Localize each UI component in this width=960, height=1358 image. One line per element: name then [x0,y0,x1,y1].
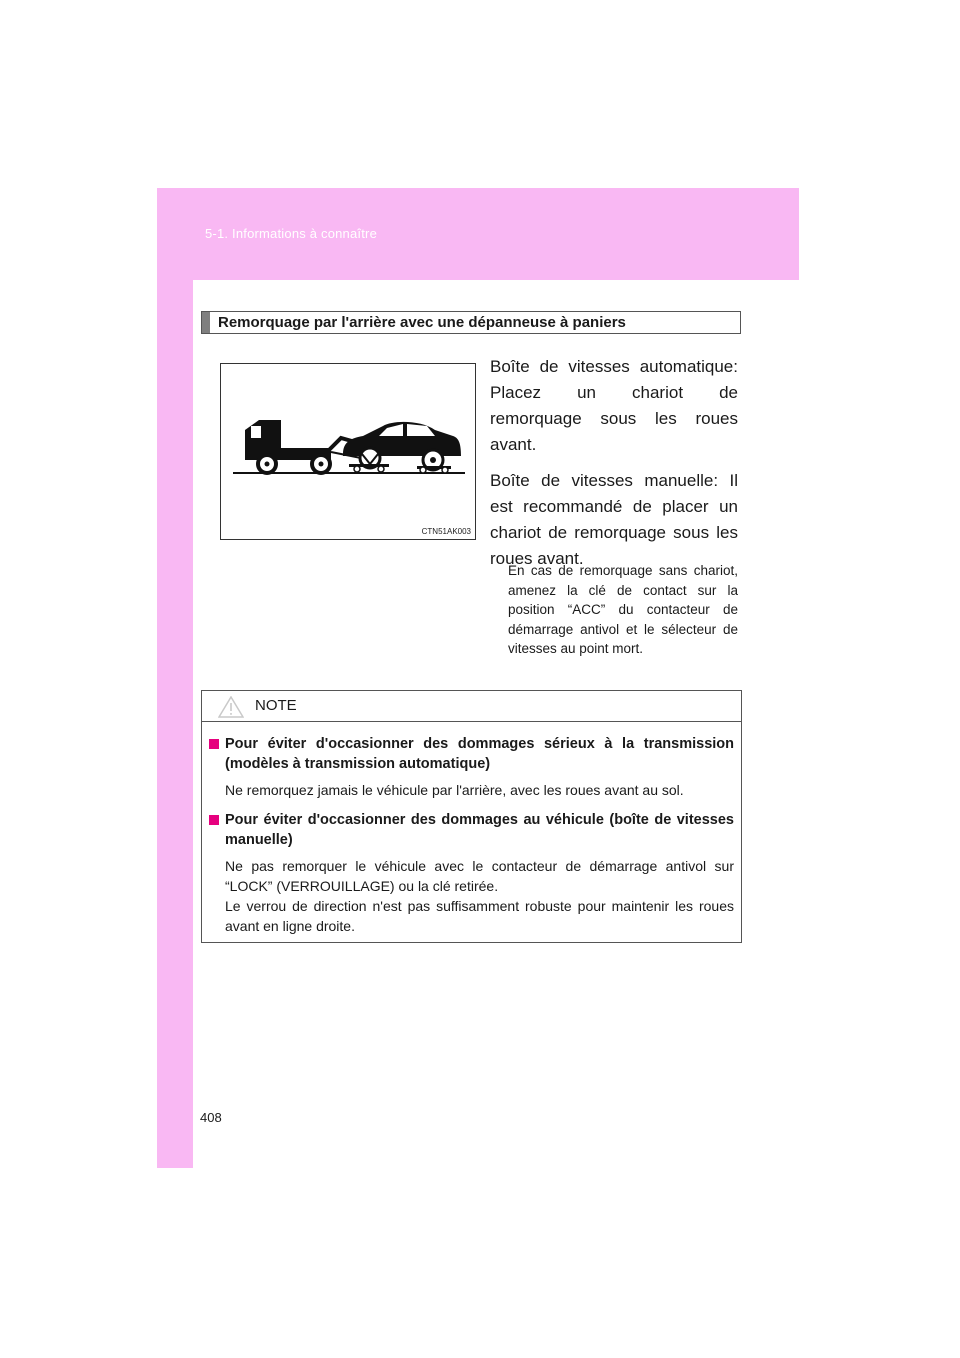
note-item-body-text: Ne pas remorquer le véhicule avec le contacteur de démarrage antivol sur “LOCK” (VERROUILLAGE) ou la clé retirée. [225,858,734,894]
note-item-heading [209,810,734,850]
note-item-body: Ne remorquez jamais le véhicule par l'arrière, avec les roues avant au sol. [225,782,684,798]
instruction-automatic: Boîte de vitesses automatique: Placez un chariot de remorquage sous les roues avant. [490,357,738,454]
square-bullet-icon [209,815,219,825]
warning-triangle-icon [218,696,244,718]
square-bullet-icon [209,739,219,749]
note-body [202,722,741,936]
section-title: Remorquage par l'arrière avec une dépanneuse à paniers [218,314,626,331]
note-item-body-text-2: Le verrou de direction n'est pas suffisamment robuste pour maintenir les roues avant en ligne droite. [225,898,734,934]
note-header [202,691,741,722]
note-item-heading-text: Pour éviter d'occasionner des dommages sérieux à la transmission (modèles à transmission automatique) [225,736,734,772]
figure-code: CTN51AK003 [421,527,471,536]
instruction-manual: Boîte de vitesses manuelle: Il est recommandé de placer un chariot de remorquage sous les roues avant. [490,471,738,568]
section-label: 5-1. Informations à connaître [205,226,378,241]
main-instructions [490,354,738,582]
note-title: NOTE [255,697,297,714]
note-item-heading [209,734,734,774]
tow-figure [220,363,476,540]
tow-truck-dolly-illustration [221,364,475,539]
note-box [201,690,742,943]
section-title-bar [201,311,741,334]
page-side-band [157,188,193,1168]
note-item-body [225,856,734,936]
towing-without-dolly-note: En cas de remorquage sans chariot, amenez la clé de contact sur la position “ACC” du contacteur de démarrage antivol et le sélecteur de vitesses au point mort. [508,563,738,656]
note-item-heading-text: Pour éviter d'occasionner des dommages au véhicule (boîte de vitesses manuelle) [225,812,734,848]
page-number: 408 [200,1110,222,1125]
title-accent [202,312,210,333]
